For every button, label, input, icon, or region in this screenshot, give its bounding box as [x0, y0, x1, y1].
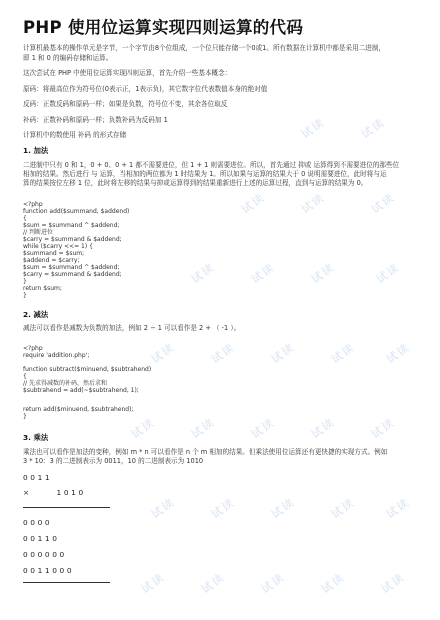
code-line: $sum = $summand ^ $addend; — [23, 222, 120, 229]
watermark-text: 试读 — [238, 190, 268, 217]
watermark-text: 试读 — [318, 570, 348, 597]
watermark-text: 试读 — [373, 260, 403, 287]
watermark-text: 试读 — [378, 570, 408, 597]
code-line: $summand = $sum; — [23, 250, 85, 257]
calc-line: 000000 — [23, 550, 67, 559]
intro-line: 即 1 和 0 的编码存储和运算。 — [23, 54, 113, 62]
watermark-text: 试读 — [248, 260, 278, 287]
watermark-text: 试读 — [368, 415, 398, 442]
code-line: return add($minuend, $subtrahend); — [23, 406, 134, 413]
code-line: $carry = $summand & $addend; — [23, 236, 122, 243]
watermark-text: 试读 — [138, 570, 168, 597]
code-line: $sum = $summand ^ $addend; — [23, 264, 120, 271]
definition-line: 反码：正数反码和原码一样；如果是负数，符号位不变，其余各位取反 — [23, 100, 228, 108]
page-title: PHP 使用位运算实现四则运算的代码 — [23, 18, 304, 37]
code-line: function subtract($minuend, $subtrahend) — [23, 366, 152, 373]
calc-line: × 1010 — [23, 488, 86, 497]
calc-line: 0011 — [23, 473, 53, 482]
paragraph-line: 3 * 10：3 的二进制表示为 0011，10 的二进制表示为 1010 — [23, 457, 204, 465]
code-line: $carry = $summand & $addend; — [23, 271, 122, 278]
code-line: require 'addition.php'; — [23, 352, 90, 359]
watermark-text: 试读 — [383, 495, 413, 522]
intro-line: 这次尝试在 PHP 中使用位运算实现四则运算，首先介绍一些基本概念： — [23, 69, 232, 77]
watermark-text: 试读 — [298, 190, 328, 217]
watermark-text: 试读 — [188, 415, 218, 442]
code-line: $addend = $carry; — [23, 257, 80, 264]
code-line: } — [23, 413, 27, 420]
code-line: } — [23, 278, 27, 285]
watermark-text: 试读 — [268, 340, 298, 367]
code-line: { — [23, 373, 27, 380]
divider — [23, 582, 110, 583]
code-line: function add($summand, $addend) — [23, 208, 130, 215]
watermark-text: 试读 — [328, 495, 358, 522]
section-heading-addition: 1. 加法 — [23, 146, 49, 155]
watermark-text: 试读 — [148, 340, 178, 367]
watermark-text: 试读 — [383, 340, 413, 367]
watermark-text: 试读 — [268, 495, 298, 522]
paragraph-line: 减法可以看作是减数为负数的加法，例如 2 − 1 可以看作是 2 + （ -1 ）。 — [23, 324, 241, 332]
code-line: <?php — [23, 345, 43, 352]
watermark-text: 试读 — [148, 495, 178, 522]
definition-line: 计算机中的数使用 补码 的形式存储 — [23, 131, 127, 139]
watermark-text: 试读 — [198, 570, 228, 597]
definition-line: 补码：正数补码和原码一样；负数补码为反码加 1 — [23, 116, 168, 124]
paragraph-line: 二进制中只有 0 和 1，0 + 0、0 + 1 都不需要进位，但 1 + 1 则需要进位。所以，首先通过 抑或 运算得到不需要进位的那些位 — [23, 161, 400, 169]
watermark-text: 试读 — [188, 260, 218, 287]
divider — [23, 507, 110, 508]
paragraph-line: 相加的结果。然后进行 与 运算，当相加的两位都为 1 时结果为 1。所以如果与运算的结果大于 0 说明需要进位，此时将与运 — [23, 170, 387, 178]
definition-line: 原码：将最高位作为符号位(0表示正，1表示负)，其它数字位代表数值本身的绝对值 — [23, 85, 268, 93]
watermark-text: 试读 — [308, 415, 338, 442]
code-line: } — [23, 292, 27, 299]
code-line: $subtrahend = add(~$subtrahend, 1); — [23, 387, 139, 394]
section-heading-subtraction: 2. 减法 — [23, 310, 49, 319]
watermark-text: 试读 — [368, 190, 398, 217]
watermark-text: 试读 — [128, 415, 158, 442]
watermark-text: 试读 — [308, 260, 338, 287]
watermark-text: 试读 — [358, 115, 388, 142]
watermark-text: 试读 — [208, 495, 238, 522]
paragraph-line: 算的结果按位左移 1 位，此时将左移的结果与抑或运算得到的结果重新进行上述的运算过程，直到与运算的结果为 0。 — [23, 179, 368, 187]
code-line: // 判断进位 — [23, 229, 53, 236]
code-line: <?php — [23, 201, 43, 208]
watermark-text: 试读 — [298, 115, 328, 142]
intro-line: 计算机最基本的操作单元是字节，一个字节由8个位组成，一个位只能存储一个0或1。所有数据在计算机中都是采用二进制， — [23, 44, 386, 52]
watermark-text: 试读 — [328, 340, 358, 367]
code-line: while ($carry <<= 1) { — [23, 243, 93, 250]
watermark-text: 试读 — [248, 415, 278, 442]
watermark-text: 试读 — [208, 340, 238, 367]
paragraph-line: 乘法也可以看作是加法的变种，例如 m * n 可以看作是 n 个 m 相加的结果。但乘法使用位运算还有更快捷的实现方式。例如 — [23, 448, 388, 456]
code-line: return $sum; — [23, 285, 62, 292]
code-line: // 先求得减数的补码，然后求和 — [23, 380, 107, 387]
calc-line: 0011000 — [23, 566, 75, 575]
calc-line: 0000 — [23, 518, 53, 527]
code-line: { — [23, 215, 27, 222]
watermark-text: 试读 — [258, 570, 288, 597]
calc-line: 00110 — [23, 534, 60, 543]
section-heading-multiplication: 3. 乘法 — [23, 433, 49, 442]
